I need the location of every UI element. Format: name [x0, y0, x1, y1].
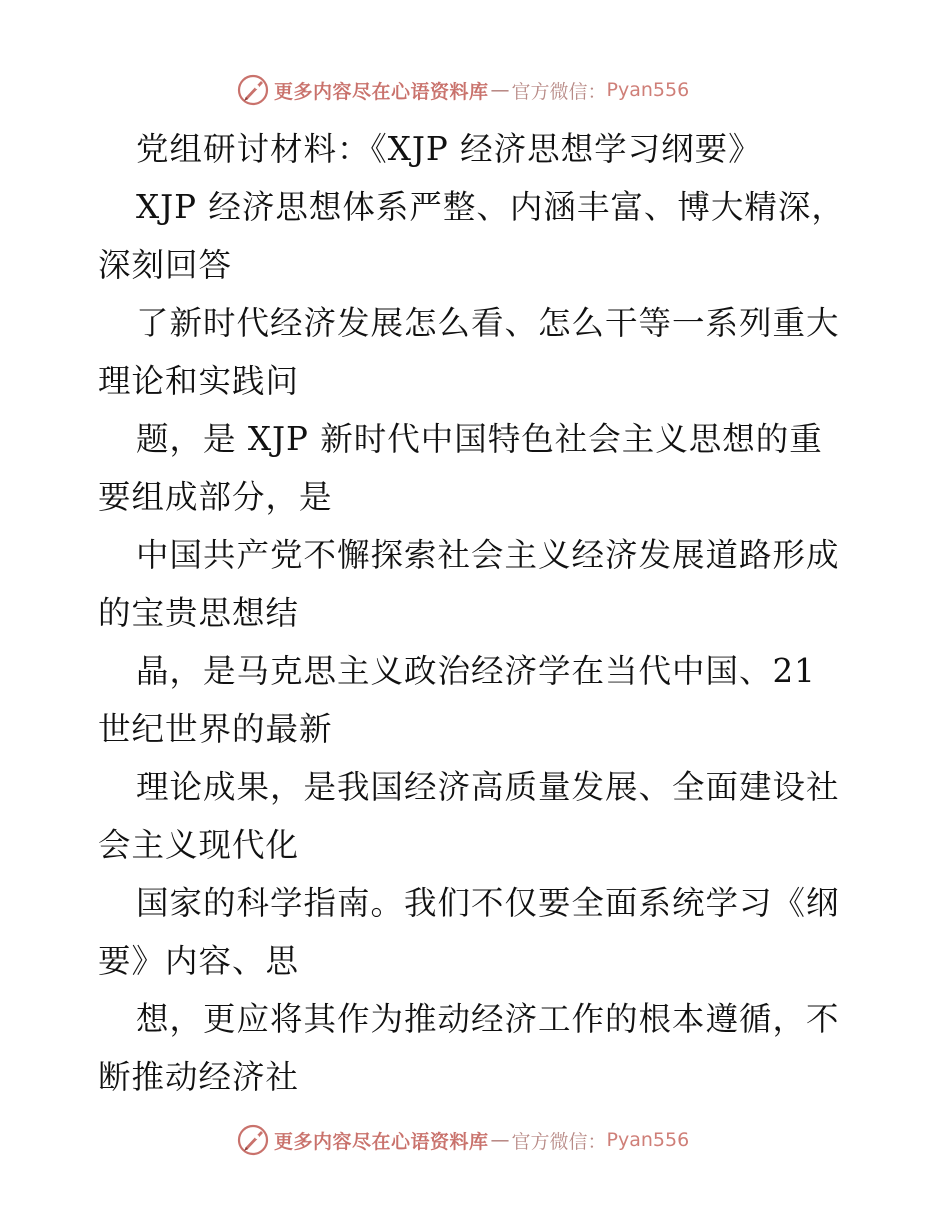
paragraph-line: 晶，是马克思主义政治经济学在当代中国、21 — [136, 652, 816, 690]
paragraph-line: 断推动经济社 — [98, 1058, 300, 1096]
paragraph-line: 题，是 XJP 新时代中国特色社会主义思想的重 — [136, 420, 823, 458]
document-body — [98, 120, 868, 1106]
paragraph-line: 国家的科学指南。我们不仅要全面系统学习《纲 — [136, 884, 840, 922]
watermark-separator: — — [490, 1129, 510, 1151]
paragraph-line: XJP 经济思想体系严整、内涵丰富、博大精深， — [136, 188, 845, 226]
quill-pen-logo-icon — [236, 1123, 270, 1157]
watermark-contact-id: Pyan556 — [606, 1129, 690, 1151]
paragraph-line: 深刻回答 — [98, 246, 233, 284]
document-title: 党组研讨材料：《XJP 经济思想学习纲要》 — [136, 130, 762, 168]
watermark-contact-id: Pyan556 — [606, 79, 690, 101]
paragraph-line: 要》内容、思 — [98, 942, 300, 980]
paragraph-line: 理论和实践问 — [98, 362, 300, 400]
watermark-contact-label: 官方微信： — [511, 1130, 607, 1153]
footer-watermark — [236, 1120, 689, 1160]
paragraph-line: 理论成果，是我国经济高质量发展、全面建设社 — [136, 768, 840, 806]
quill-pen-logo-icon — [236, 73, 270, 107]
paragraph-line: 了新时代经济发展怎么看、怎么干等一系列重大 — [136, 304, 840, 342]
paragraph-line: 会主义现代化 — [98, 826, 300, 864]
paragraph-line: 的宝贵思想结 — [98, 594, 300, 632]
watermark-contact-label: 官方微信： — [511, 80, 607, 103]
paragraph-line: 要组成部分，是 — [98, 478, 333, 516]
watermark-brand-text: 更多内容尽在心语资料库 — [274, 1130, 489, 1153]
header-watermark — [236, 70, 689, 110]
watermark-brand-text: 更多内容尽在心语资料库 — [274, 80, 489, 103]
paragraph-line: 世纪世界的最新 — [98, 710, 333, 748]
paragraph-line: 中国共产党不懈探索社会主义经济发展道路形成 — [136, 536, 840, 574]
watermark-separator: — — [490, 79, 510, 101]
paragraph-line: 想，更应将其作为推动经济工作的根本遵循，不 — [136, 1000, 840, 1038]
